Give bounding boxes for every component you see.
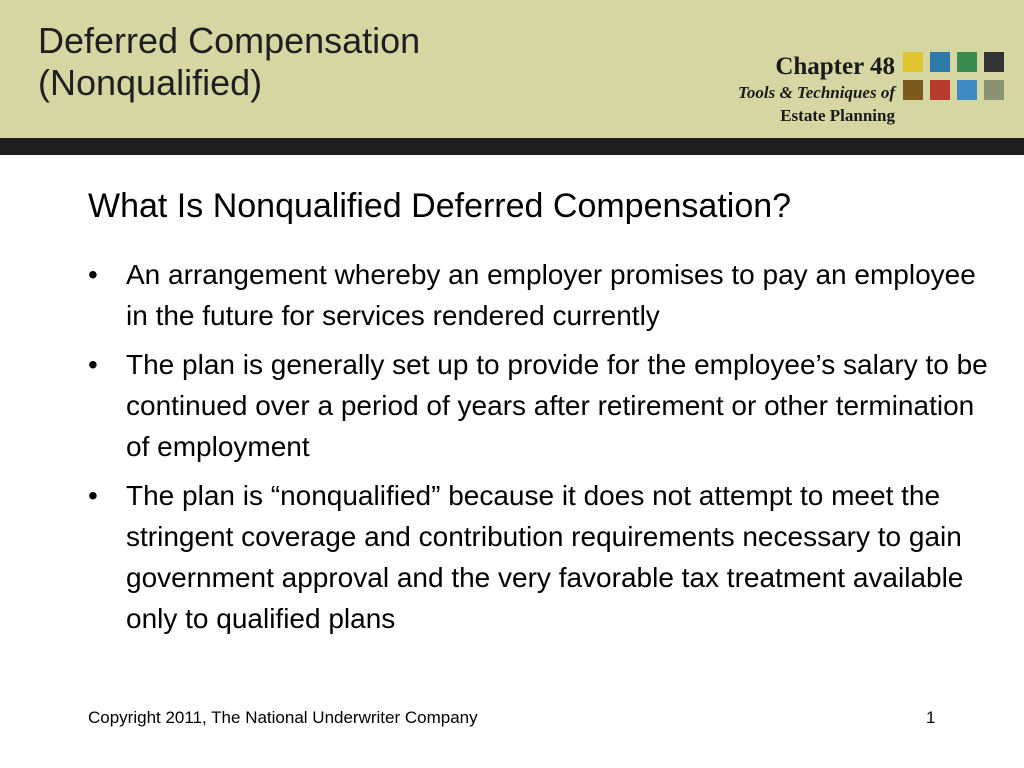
bullet-item (88, 344, 998, 467)
logo-square (903, 52, 923, 72)
bullet-text: An arrangement whereby an employer promises to pay an employee in the future for services rendered currently (126, 259, 976, 331)
bullet-item (88, 254, 998, 336)
book-title-line1: Tools & Techniques of (738, 83, 895, 102)
header-title-line1: Deferred Compensation (38, 20, 421, 61)
header-divider (0, 138, 1024, 155)
book-title-line2: Estate Planning (780, 106, 895, 125)
bullet-list (88, 254, 998, 647)
logo-square (903, 80, 923, 100)
bullet-text: The plan is generally set up to provide for the employee’s salary to be continued over a period of years after retirement or other termination of employment (126, 349, 988, 462)
bullet-text: The plan is “nonqualified” because it does not attempt to meet the stringent coverage and contribution requirements necessary to gain government approval and the very favorable tax treatment available only to qualified plans (126, 480, 964, 634)
page-number: 1 (926, 708, 936, 727)
logo-square (957, 52, 977, 72)
header-title-line2: (Nonqualified) (38, 62, 263, 103)
logo-square (984, 80, 1004, 100)
header-title (38, 20, 420, 104)
bullet-item (88, 475, 998, 639)
footer-copyright: Copyright 2011, The National Underwriter Company (88, 708, 478, 727)
chapter-block (738, 52, 895, 128)
bullet-dot-icon: • (88, 349, 98, 380)
logo-square (984, 52, 1004, 72)
chapter-number: Chapter 48 (775, 53, 895, 80)
logo-square (930, 80, 950, 100)
bullet-dot-icon: • (88, 259, 98, 290)
bullet-dot-icon: • (88, 480, 98, 511)
logo-square (930, 52, 950, 72)
logo-square (957, 80, 977, 100)
slide-title: What Is Nonqualified Deferred Compensation? (88, 187, 792, 225)
header-band (0, 0, 1024, 138)
logo-squares (903, 52, 1007, 104)
